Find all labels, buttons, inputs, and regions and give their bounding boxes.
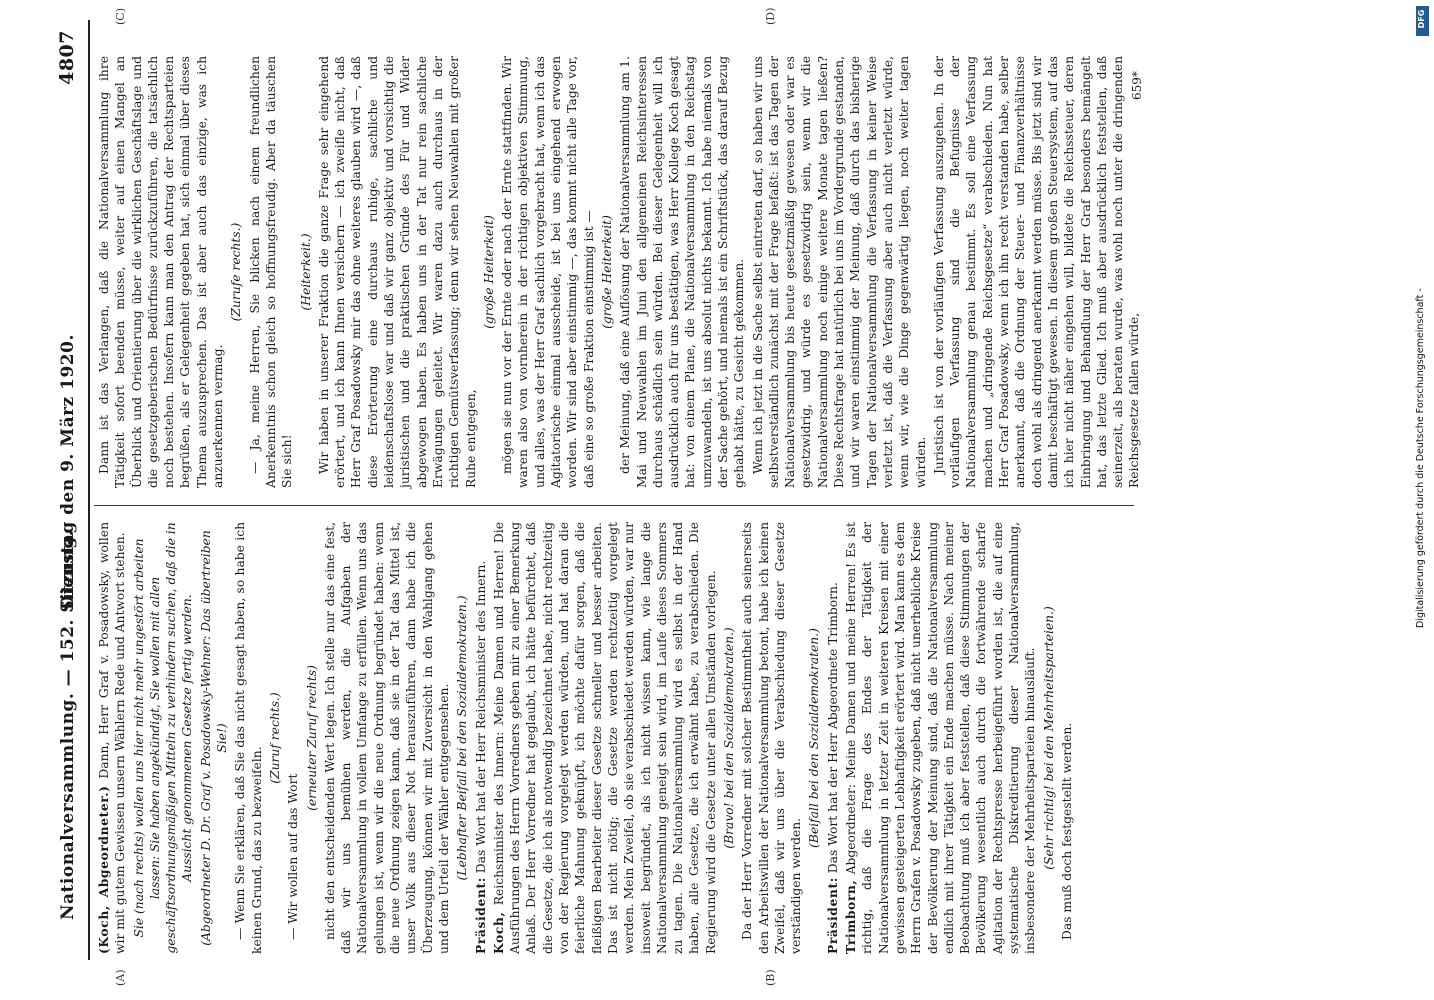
paragraph-text: Das Wort hat der Herr Reichsminister des Innern. <box>473 560 488 874</box>
dfg-logo: DFG <box>1416 6 1429 36</box>
margin-label-c: (C) <box>114 8 127 25</box>
paragraph-text: — Wenn Sie erklären, daß Sie das nicht gesagt haben, so habe ich keinen Grund, das zu bezweifeln. <box>233 522 264 954</box>
header-rule <box>88 20 90 960</box>
speaker-name: Koch, <box>490 911 506 954</box>
paragraph-text: Das muß doch festgestellt werden. <box>1059 722 1074 940</box>
paragraph-text: Das Wort hat der Herr Abgeordnete Trimborn. <box>825 582 840 874</box>
interjection: (erneuter Zuruf rechts) <box>304 665 319 811</box>
paragraph <box>232 522 265 954</box>
paragraph <box>491 522 719 954</box>
paragraph <box>739 522 804 954</box>
paragraph <box>285 522 301 954</box>
paragraph <box>316 56 479 488</box>
interjection: (Beifall bei den Sozialdemokraten.) <box>807 628 822 848</box>
interjection: (Bravo! bei den Sozialdemokraten.) <box>721 627 736 849</box>
page-number: 4807 <box>56 30 78 85</box>
paragraph-text: nicht den entscheidenden Wert legen. Ich stelle nur das eine fest, daß wir uns bemühen werden, die Aufgaben der Nationalversammlung in vollem Umfange zu erfüllen. Wenn uns das gelungen ist, wenn wir die neue Ordnung begründet haben: wenn die neue Ordnung zeigen kann, daß sie in der Tat das Mittel ist, unser Volk aus dieser Not herauszuführen, dann habe ich die Überzeugung, können wir mit Zuversicht in den Wahlgang gehen und dem Urteil der Wähler entgegensehen. <box>322 522 451 954</box>
paragraph <box>247 56 296 488</box>
paragraph-text: Dann ist das Verlangen, daß die Nationalversammlung ihre Tätigkeit sofort beenden müsse, weiter auf einen Mangel an Überblick und Orientierung über die wirklichen Geschäftslage und die gesetzgeberischen Bedürfnisse zurückzuführen, die tatsächlich noch bestehen. Insofern kann man den Antrag der Rechtsparteien begrüßen, als er Gelegenheit gegeben hat, sich einmal über dieses Thema auszusprechen. Das ist aber auch das einzige, was ich anzuerkennen vermag. <box>97 56 226 488</box>
left-column <box>96 522 1077 954</box>
paragraph <box>843 522 1039 954</box>
header-date: Dienstag den 9. März 1920. <box>58 334 78 610</box>
paragraph <box>96 522 129 954</box>
speaker-name: Präsident: <box>824 877 840 954</box>
interjection: (große Heiterkeit) <box>599 215 614 329</box>
paragraph <box>825 522 841 954</box>
paragraph <box>1059 522 1075 954</box>
speaker-name: Präsident: <box>472 877 488 954</box>
interjection: (Heiterkeit.) <box>298 233 313 311</box>
paragraph <box>96 56 226 488</box>
paragraph <box>931 56 1143 488</box>
paragraph-text: Abgeordneter: Meine Damen und meine Herren! Es ist richtig, daß die Frage des Endes der Tätigkeit der Nationalversammlung in letzter Zeit in weiteren Kreisen mit einer gewissen gesteigerten Lebhaftigkeit erörtert wird. Man kann es dem Herrn Grafen v. Posadowsky zugeben, daß nicht unerhebliche Kreise der Bevölkerung der Meinung sind, daß die Nationalversammlung endlich mit ihrer Tätigkeit ein Ende machen müsse. Nach meiner Beobachtung muß ich aber feststellen, daß diese Stimmungen der Bevölkerung wesentlich auch durch die fortwährende scharfe Agitation der Rechtspresse herbeigeführt worden ist, die auf eine systematische Diskreditierung dieser Nationalversammlung, insbesondere der Mehrheitsparteien hinausläuft. <box>844 522 1038 954</box>
paragraph <box>617 56 747 488</box>
speaker-name: (Koch, Abgeordneter.) <box>96 785 111 954</box>
margin-label-b: (B) <box>764 969 777 986</box>
interjection: Sie (nach rechts) wollen uns hier nicht mehr ungestört arbeiten lassen: Sie haben angekündigt, Sie wollen mit allen geschäftsordnungsmäßigen Mitteln zu verhindern suchen, daß die in Aussicht genommenen Gesetze fertig werden. <box>131 522 195 954</box>
paragraph-text: Wir haben in unserer Fraktion die ganze Frage sehr eingehend erörtert, und ich kann Ihnen versichern — ich zweifle nicht, daß Herr Graf Posadowsky mir das ohne weiteres glauben wird —, daß diese Erörterung eine durchaus ruhige, sachliche und leidenschaftslose war und daß wir ganz objektiv und vorsichtig die juristischen und die praktischen Gründe des Für und Wider abgewogen haben. Es haben uns in der Tat nur rein sachliche Erwägungen geleitet. Wir waren dazu auch durchaus in der richtigen Gemütsverfassung; denn wir sehen Neuwahlen mit großer Ruhe entgegen, <box>316 56 478 488</box>
paragraph-text: Wenn ich jetzt in die Sache selbst eintreten darf, so haben wir uns selbstverständlich zunächst mit der Frage befaßt: ist das Tagen der Nationalversammlung bis heute gesetzmäßig gewesen oder war es gesetzwidrig, und würde es gesetzwidrig sein, wenn wir die Nationalversammlung noch einige weitere Monate tagen ließen? Diese Rechtsfrage hat natürlich bei uns im Vordergrunde gestanden, und wir waren einstimmig der Meinung, daß durch das bisherige Tagen der Nationalversammlung die Verfassung in keiner Weise verletzt ist, daß die Verfassung aber auch nicht verletzt würde, wenn wir, wie die Dinge gegenwärtig liegen, noch weiter tagen würden. <box>750 56 928 488</box>
interjection: (Abgeordneter D. Dr. Graf v. Posadowsky-Wehner: Das übertreiben Sie!) <box>198 530 230 946</box>
paragraph-text: Reichsminister des Innern: Meine Damen und Herren! Die Ausführungen des Herrn Vorredners geben mir zu einer Bemerkung Anlaß. Der Herr Vorredner hat geglaubt, ich hätte befürchtet, daß die Gesetze, die ich als notwendig bezeichnet habe, nicht rechtzeitig von der Regierung vorgelegt werden würden, und hat daran die feierliche Mahnung geknüpft, ich möchte dafür sorgen, daß die fleißigen Bearbeiter dieser Gesetze schneller und besser arbeiten. Das ist nicht nötig; die Gesetze werden rechtzeitig vorgelegt werden. Mein Zweifel, ob sie verabschiedet werden würden, war nur insoweit begründet, als ich nicht wissen kann, wie lange die Nationalversammlung geneigt sein wird, im Laufe dieses Sommers zu tagen. Die Nationalversammlung wird es selbst in der Hand haben, alle Gesetze, die ich erwähnt habe, zu verabschieden. Die Regierung wird die Gesetze unter allen Umständen vorlegen. <box>491 522 718 954</box>
paragraph-text: Juristisch ist von der vorläufigen Verfassung auszugehen. In der vorläufigen Verfassung sind die Befugnisse der Nationalversammlung genau bestimmt. Es soll eine Verfassung machen und „dringende Reichsgesetze“ verabschieden. Nun hat Herr Graf Posadowsky, wenn ich ihn recht verstanden habe, selber anerkannt, daß die Ordnung der Steuer- und Finanzverhältnisse doch wohl als dringend anerkannt werden müsse. Bis jetzt sind wir damit beschäftigt gewesen. In diesem großen Steuersystem, auf das ich hier nicht näher eingehen will, bildete die Reichssteuer, deren Einbringung und Behandlung der Herr Graf besonders bemängelt hat, das letzte Glied. Ich muß aber ausdrücklich feststellen, daß seinerzeit, als beraten wurde, was wohl noch unter die dringenden Reichsgesetze fallen würde, <box>931 56 1142 488</box>
paragraph-text: — Wir wollen auf das Wort <box>286 773 301 940</box>
paragraph-text: der Meinung, daß eine Auflösung der Nationalversammlung am 1. Mai und Neuwahlen im Juni den allgemeinen Reichsinteressen durchaus schädlich sein würden. Bei dieser Gelegenheit will ich ausdrücklich auch für uns bestätigen, was Herr Kollege Koch gesagt hat: von einem Plane, die Nationalversammlung in den Reichstag umzuwandeln, ist uns absolut nichts bekannt. Ich habe niemals von der Sache gehört, und niemals ist ein Schriftstück, das darauf Bezug gehabt hätte, zu Gesicht gekommen. <box>618 56 747 488</box>
interjection: (Lebhafter Beifall bei den Sozialdemokraten.) <box>455 595 470 881</box>
paragraph <box>322 522 452 954</box>
paragraph <box>750 56 929 488</box>
page-header <box>52 20 86 960</box>
digitization-strip <box>1412 0 1432 1000</box>
interjection: (Sehr richtig! bei den Mehrheitsparteien.) <box>1041 606 1056 870</box>
footer-mark: 659* <box>1130 71 1144 100</box>
paragraph-text: Da der Herr Vorredner mit solcher Bestimmtheit auch seinerseits den Arbeitswillen der Nationalversammlung betont, habe ich keinen Zweifel, daß wir uns über die Verabschiedung dieser Gesetze verständigen werden. <box>740 522 804 954</box>
paragraph-text: — Ja, meine Herren, Sie blicken nach einem freundlichen Anerkenntnis schon gleich so hoffnungsfreudig. Aber da täuschen Sie sich! <box>247 56 295 488</box>
speaker-name: Trimborn, <box>843 879 859 954</box>
interjection: (große Heiterkeit) <box>481 215 496 329</box>
digitization-note: Digitalisierung gefördert durch die Deutsche Forschungsgemeinschaft - <box>1415 288 1426 628</box>
paragraph-text: mögen sie nun vor der Ernte oder nach der Ernte stattfinden. Wir waren also von vornherein in der richtigen objektiven Stimmung, und alles, was der Herr Graf sachlich vorgebracht hat, wenn ich das Agitatorische einmal ausscheide, ist bei uns eingehend erwogen worden. Wir sind aber einstimmig —, das kommt nicht alle Tage vor, daß eine so große Fraktion einstimmig ist — <box>500 56 596 488</box>
paragraph <box>499 56 597 488</box>
paragraph-text: Dann, Herr Graf v. Posadowsky, wollen wir mit gutem Gewissen unsern Wählern Rede und Antwort stehen. <box>97 522 128 954</box>
rotated-page <box>44 0 1404 990</box>
margin-label-a: (A) <box>114 969 127 986</box>
column-divider <box>94 505 1134 506</box>
interjection: (Zuruf rechts.) <box>267 692 282 784</box>
paragraph <box>473 522 489 954</box>
margin-label-d: (D) <box>764 7 777 25</box>
interjection: (Zurufe rechts.) <box>229 222 244 322</box>
right-column <box>96 56 1145 488</box>
header-left: Nationalversammlung. — 152. Sitzung. <box>58 529 78 920</box>
